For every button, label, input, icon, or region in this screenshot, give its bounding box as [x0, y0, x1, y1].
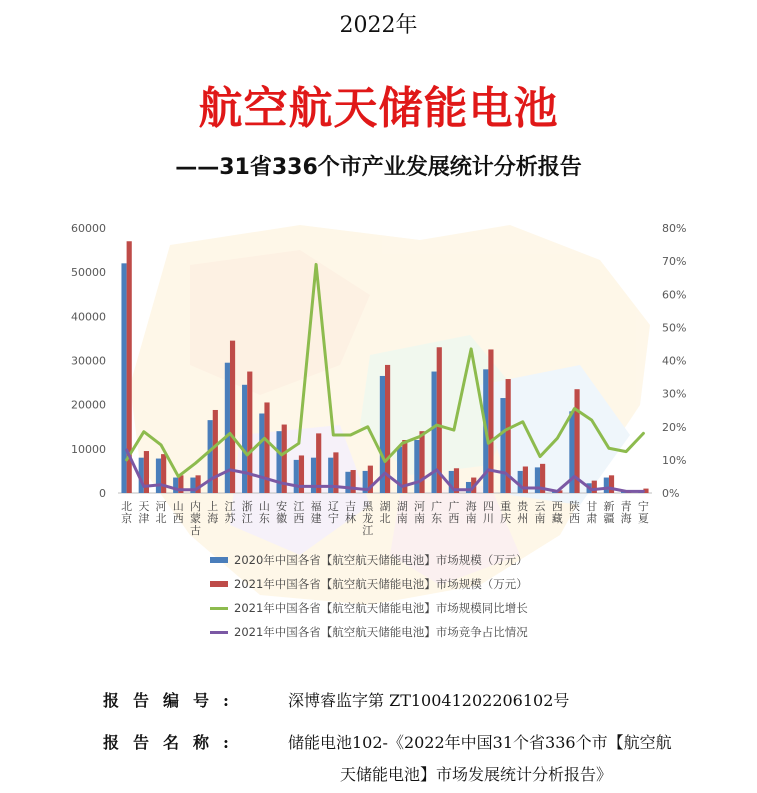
y-right-tick-label: 10%: [662, 453, 687, 467]
y-right-tick-label: 50%: [662, 321, 687, 335]
x-tick-label: 河北: [155, 500, 167, 525]
report-name-label: 报告名称:: [103, 733, 243, 752]
bar: [242, 385, 247, 493]
x-tick-label: 西藏: [551, 500, 563, 525]
x-tick-label: 宁夏: [637, 500, 649, 525]
bar: [592, 481, 597, 493]
legend-swatch: [210, 631, 228, 634]
x-tick-label: 河南: [413, 500, 425, 525]
bar: [414, 440, 419, 493]
bar: [156, 459, 161, 493]
x-tick-label: 江苏: [224, 500, 236, 525]
bar: [604, 478, 609, 493]
legend-label: 2020年中国各省【航空航天储能电池】市场规模（万元）: [234, 553, 528, 567]
y-left-tick-label: 40000: [71, 310, 106, 324]
y-right-tick-label: 60%: [662, 288, 687, 302]
bar: [259, 414, 264, 494]
legend-swatch: [210, 581, 228, 587]
report-name-value: 储能电池102-《2022年中国31个省336个市【航空航: [288, 733, 672, 752]
bar: [500, 398, 505, 493]
report-number-label: 报告编号:: [103, 691, 243, 710]
bar: [345, 472, 350, 493]
x-tick-label: 山西: [172, 500, 184, 525]
x-tick-label: 黑龙江: [362, 500, 374, 537]
legend-label: 2021年中国各省【航空航天储能电池】市场竞争占比情况: [234, 625, 528, 639]
x-tick-label: 湖南: [396, 500, 408, 525]
y-right-tick-label: 0%: [662, 487, 680, 500]
x-tick-label: 湖北: [379, 500, 391, 525]
x-tick-label: 青海: [620, 500, 632, 525]
bar: [466, 482, 471, 493]
y-right-tick-label: 70%: [662, 255, 687, 269]
legend-label: 2021年中国各省【航空航天储能电池】市场规模同比增长: [234, 601, 528, 615]
bar: [294, 460, 299, 493]
y-right-tick-label: 80%: [662, 222, 687, 235]
x-tick-label: 陕西: [568, 500, 580, 525]
bar: [432, 372, 437, 493]
y-left-tick-label: 0: [99, 487, 106, 500]
x-tick-label: 云南: [534, 500, 546, 525]
y-left-tick-label: 60000: [71, 222, 106, 235]
report-number-value: 深博睿监字第 ZT10041202206102号: [288, 691, 570, 710]
legend-item: [210, 572, 528, 596]
x-tick-label: 贵州: [517, 500, 529, 525]
x-tick-label: 天津: [138, 500, 150, 525]
y-right-tick-label: 20%: [662, 420, 687, 434]
x-tick-label: 山东: [258, 500, 270, 525]
report-subtitle: ——31省336个市产业发展统计分析报告: [175, 155, 582, 180]
x-tick-label: 吉林: [345, 500, 357, 525]
y-left-tick-label: 30000: [71, 354, 106, 368]
x-tick-label: 北京: [121, 500, 133, 525]
y-right-tick-label: 40%: [662, 354, 687, 368]
x-tick-label: 辽宁: [327, 500, 339, 525]
bar: [316, 433, 321, 493]
bar: [419, 431, 424, 493]
x-tick-label: 重庆: [500, 500, 512, 525]
legend-swatch: [210, 607, 228, 610]
x-tick-label: 浙江: [241, 500, 253, 525]
y-right-tick-label: 30%: [662, 387, 687, 401]
report-year: 2022年: [339, 13, 418, 38]
report-name-value-cont: 天储能电池】市场发展统计分析报告》: [340, 765, 613, 784]
x-tick-label: 新疆: [603, 500, 615, 525]
chart-legend: [210, 548, 528, 644]
x-tick-label: 四川: [482, 500, 494, 525]
report-title: 航空航天储能电池: [198, 83, 559, 134]
x-tick-label: 安徽: [276, 500, 288, 525]
x-tick-label: 内蒙古: [190, 500, 202, 537]
legend-swatch: [210, 557, 228, 563]
bar: [518, 471, 523, 493]
legend-item: [210, 620, 528, 644]
x-tick-label: 海南: [465, 500, 477, 525]
bar: [213, 410, 218, 493]
x-tick-label: 上海: [207, 500, 219, 525]
y-left-tick-label: 20000: [71, 398, 106, 412]
y-left-tick-label: 50000: [71, 266, 106, 280]
x-tick-label: 福建: [310, 500, 322, 525]
legend-item: [210, 596, 528, 620]
x-tick-label: 广东: [431, 500, 443, 525]
y-left-tick-label: 10000: [71, 442, 106, 456]
legend-item: [210, 548, 528, 572]
legend-label: 2021年中国各省【航空航天储能电池】市场规模（万元）: [234, 577, 528, 591]
x-tick-label: 广西: [448, 500, 460, 525]
x-tick-label: 江西: [293, 500, 305, 525]
x-tick-label: 甘肃: [586, 500, 598, 525]
